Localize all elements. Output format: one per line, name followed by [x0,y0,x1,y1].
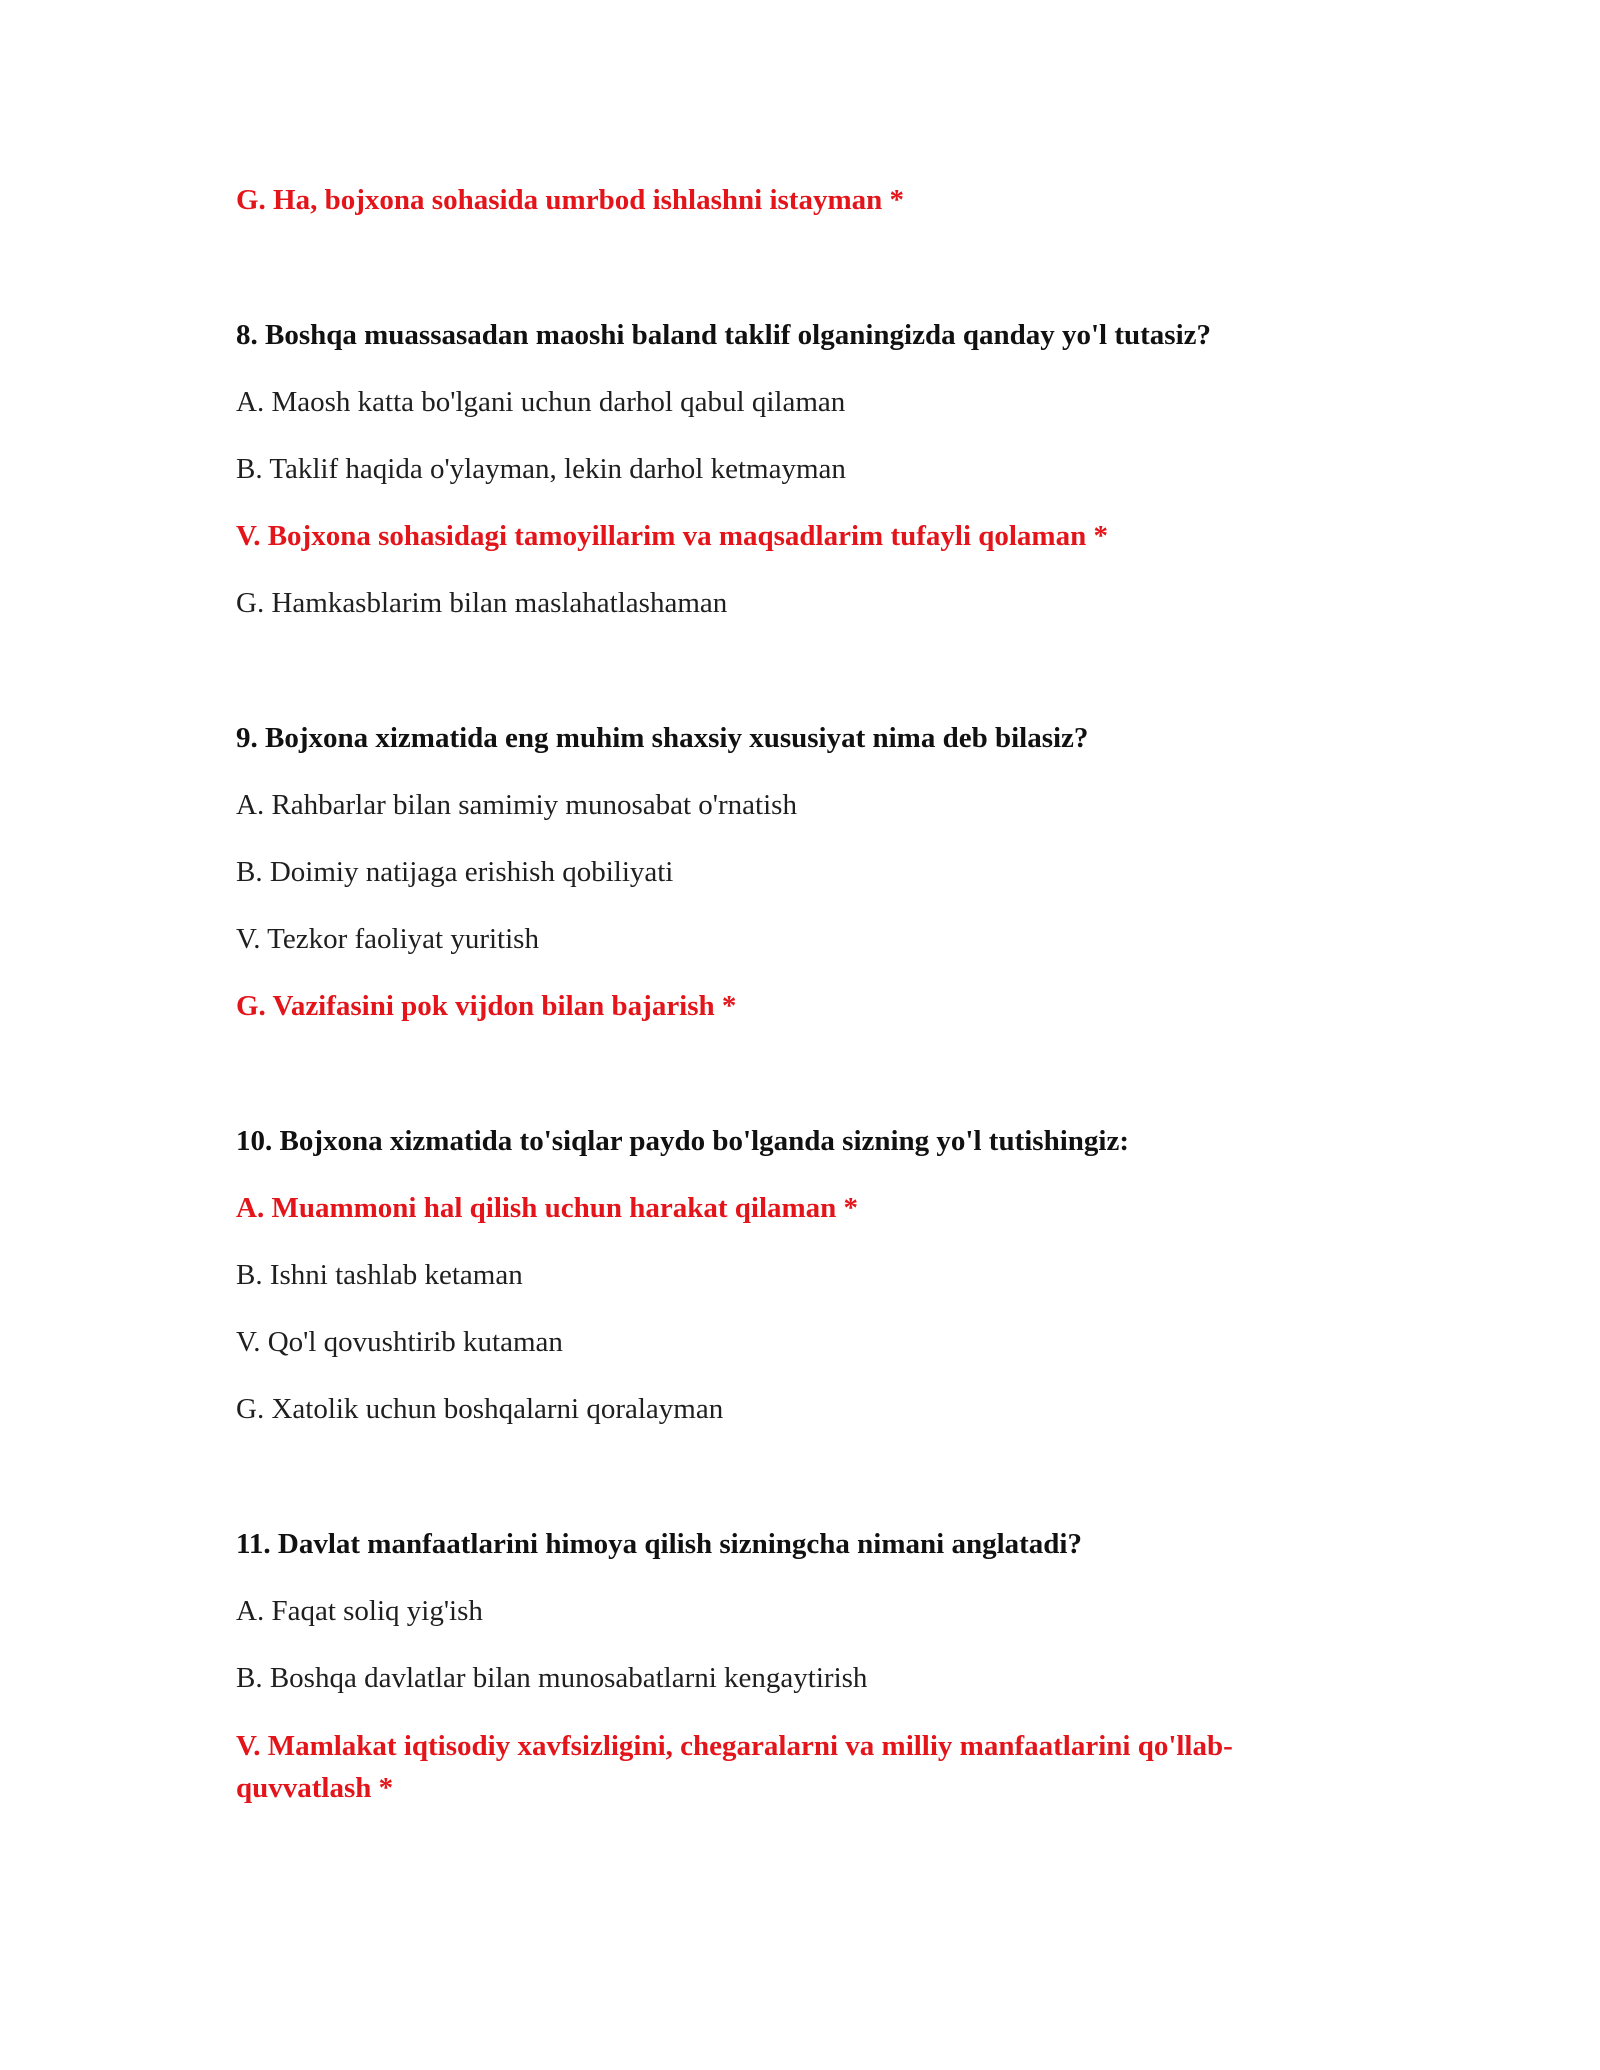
option-v: V. Tezkor faoliyat yuritish [236,923,539,955]
option-b: B. Taklif haqida o'ylayman, lekin darhol ketmayman [236,453,846,485]
option-g: G. Xatolik uchun boshqalarni qoralayman [236,1393,724,1425]
option-a-correct: A. Muammoni hal qilish uchun harakat qilaman * [236,1192,859,1224]
option-g-correct: G. Vazifasini pok vijdon bilan bajarish * [236,990,737,1022]
document-page [236,180,1366,1836]
option-v-correct: V. Mamlakat iqtisodiy xavfsizligini, chegaralarni va milliy manfaatlarini qo'llab-quvvatlash * [236,1730,1233,1804]
question-title: 9. Bojxona xizmatida eng muhim shaxsiy xususiyat nima deb bilasiz? [236,722,1089,754]
question-title: 8. Boshqa muassasadan maoshi baland taklif olganingizda qanday yo'l tutasiz? [236,319,1211,351]
option-v: V. Qo'l qovushtirib kutaman [236,1326,563,1358]
option-a: A. Maosh katta bo'lgani uchun darhol qabul qilaman [236,386,846,418]
question-block-11 [236,1524,1366,1809]
option-a: A. Faqat soliq yig'ish [236,1595,483,1627]
option-g: G. Hamkasblarim bilan maslahatlashaman [236,587,728,619]
question-title: 10. Bojxona xizmatida to'siqlar paydo bo'lganda sizning yo'l tutishingiz: [236,1125,1129,1157]
option-b: B. Boshqa davlatlar bilan munosabatlarni kengaytirish [236,1662,868,1694]
question-block-9 [236,718,1366,1026]
lead-correct-answer: G. Ha, bojxona sohasida umrbod ishlashni istayman * [236,184,904,216]
question-title: 11. Davlat manfaatlarini himoya qilish sizningcha nimani anglatadi? [236,1528,1082,1560]
option-b: B. Doimiy natijaga erishish qobiliyati [236,856,674,888]
option-a: A. Rahbarlar bilan samimiy munosabat o'rnatish [236,789,797,821]
question-block-10 [236,1121,1366,1429]
option-v-correct: V. Bojxona sohasidagi tamoyillarim va maqsadlarim tufayli qolaman * [236,520,1108,552]
question-block-8 [236,315,1366,623]
option-b: B. Ishni tashlab ketaman [236,1259,523,1291]
